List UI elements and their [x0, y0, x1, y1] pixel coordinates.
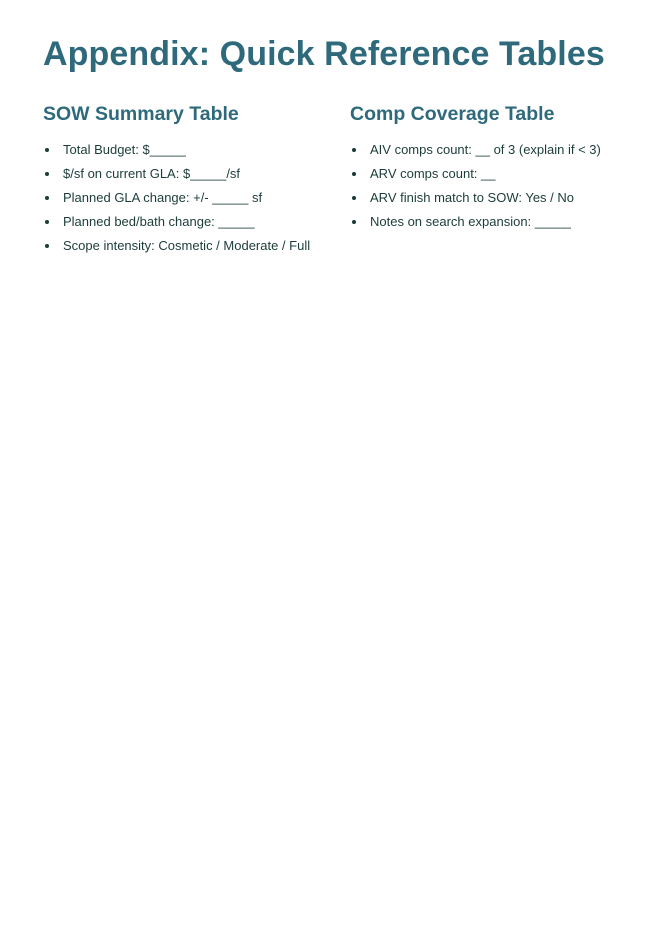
- list-item-arv-finish-match: ARV finish match to SOW: Yes / No: [350, 186, 650, 210]
- bullet-icon: [45, 172, 49, 176]
- list-item-scope-intensity: Scope intensity: Cosmetic / Moderate / Full: [43, 234, 343, 258]
- bullet-icon: [352, 172, 356, 176]
- comp-coverage-section: [350, 100, 650, 234]
- list-item-total-budget: Total Budget: $_____: [43, 138, 343, 162]
- sow-summary-section: [43, 100, 343, 258]
- bullet-icon: [352, 148, 356, 152]
- bullet-icon: [45, 244, 49, 248]
- section-title-sow-summary: SOW Summary Table: [43, 103, 239, 125]
- comp-coverage-list: [350, 138, 650, 234]
- section-title-comp-coverage: Comp Coverage Table: [350, 103, 555, 125]
- bullet-icon: [45, 196, 49, 200]
- list-item-aiv-comps: AIV comps count: __ of 3 (explain if < 3): [350, 138, 650, 162]
- list-item-cost-per-sf: $/sf on current GLA: $_____/sf: [43, 162, 343, 186]
- sow-summary-list: [43, 138, 343, 258]
- bullet-icon: [352, 220, 356, 224]
- bullet-icon: [45, 148, 49, 152]
- bullet-icon: [352, 196, 356, 200]
- list-item-arv-comps: ARV comps count: __: [350, 162, 650, 186]
- list-item-gla-change: Planned GLA change: +/- _____ sf: [43, 186, 343, 210]
- list-item-search-expansion-notes: Notes on search expansion: _____: [350, 210, 650, 234]
- bullet-icon: [45, 220, 49, 224]
- list-item-bed-bath-change: Planned bed/bath change: _____: [43, 210, 343, 234]
- page-title: Appendix: Quick Reference Tables: [43, 35, 605, 73]
